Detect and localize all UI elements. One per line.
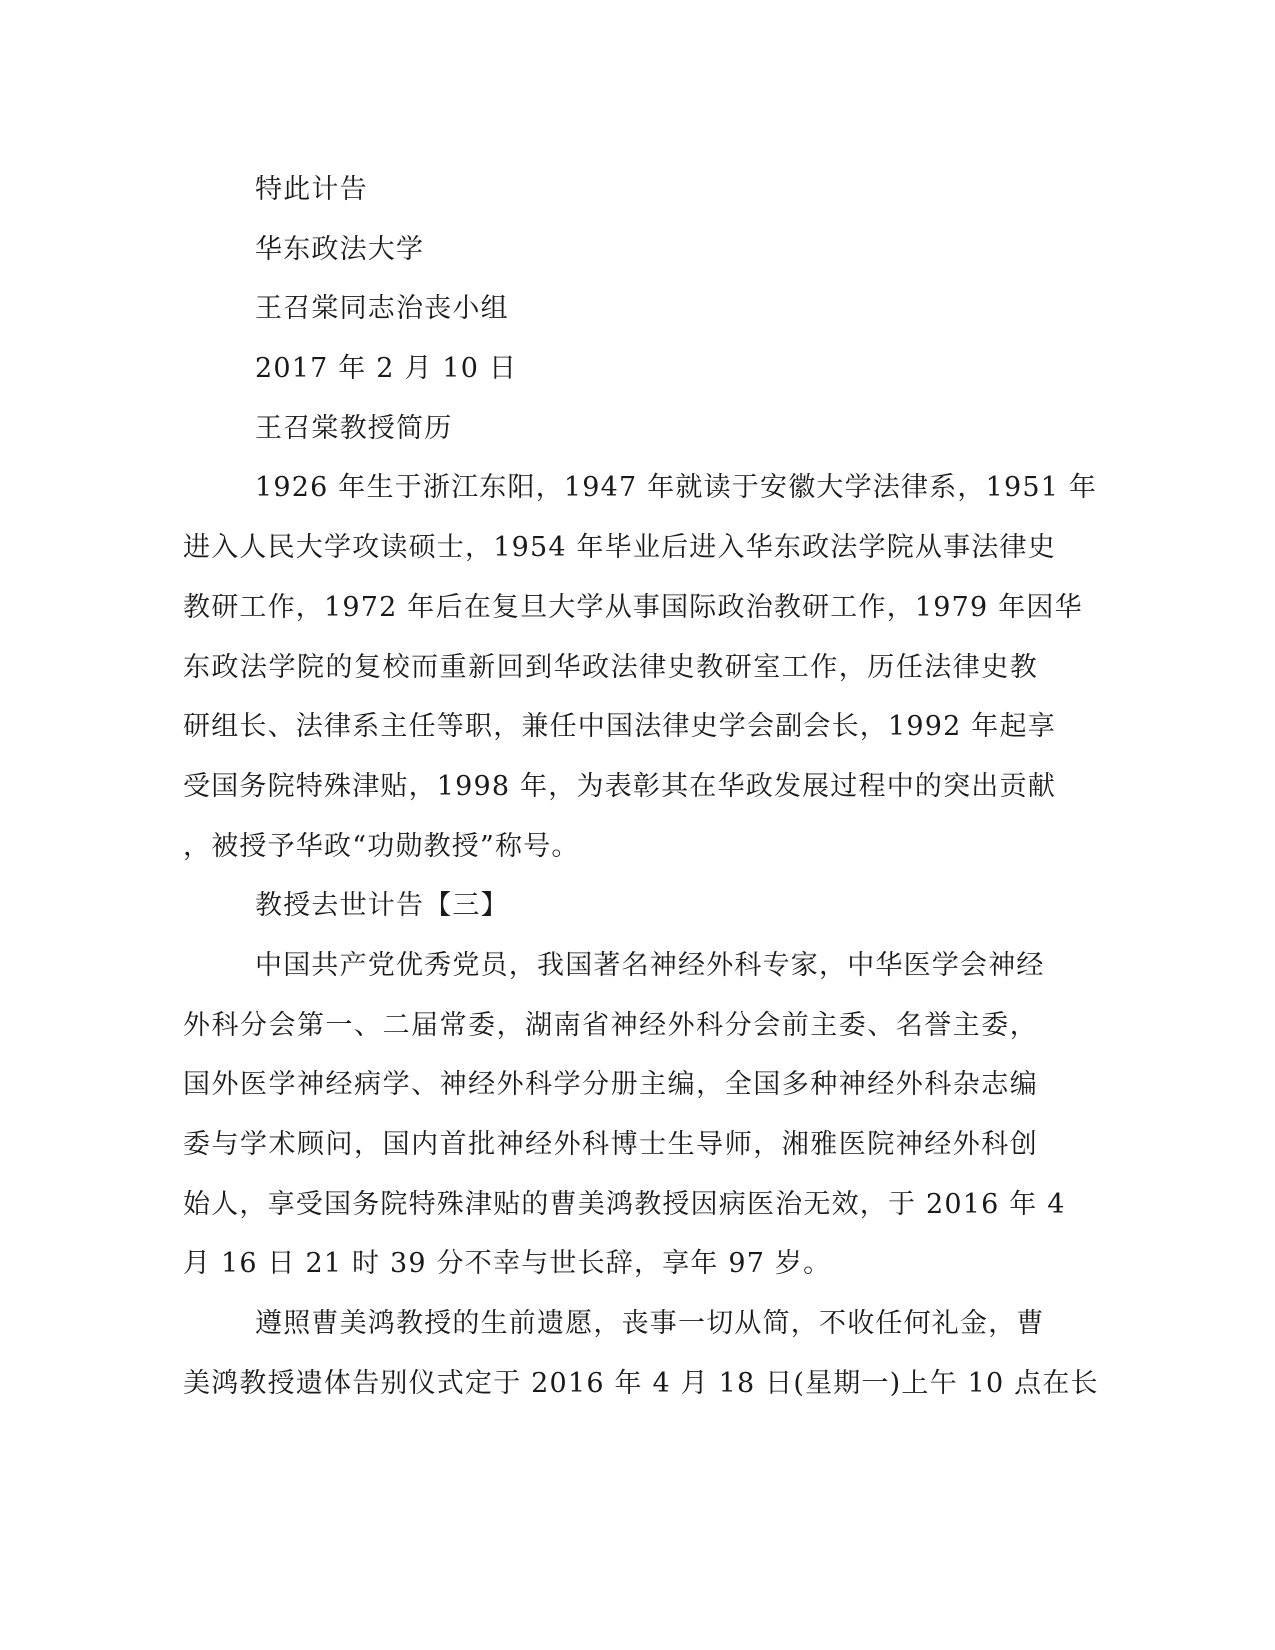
biography-line: 1926 年生于浙江东阳，1947 年就读于安徽大学法律系，1951 年 xyxy=(255,472,1098,504)
biography-line: 进入人民大学攻读硕士，1954 年毕业后进入华东政法学院从事法律史 xyxy=(183,532,1056,564)
biography-line: 受国务院特殊津贴，1998 年，为表彰其在华政发展过程中的突出贡献 xyxy=(183,770,1056,802)
funeral-line: 遵照曹美鸿教授的生前遗愿，丧事一切从简，不收任何礼金，曹 xyxy=(255,1308,1045,1340)
obituary-line: 月 16 日 21 时 39 分不幸与世长辞，享年 97 岁。 xyxy=(183,1248,832,1280)
biography-line: 研组长、法律系主任等职，兼任中国法律史学会副会长，1992 年起享 xyxy=(183,711,1056,743)
biography-line: 东政法学院的复校而重新回到华政法律史教研室工作，历任法律史教 xyxy=(183,651,1038,683)
signatory-university: 华东政法大学 xyxy=(255,233,425,265)
biography-line: 教研工作，1972 年后在复旦大学从事国际政治教研工作，1979 年因华 xyxy=(183,591,1083,623)
biography-heading: 王召棠教授简历 xyxy=(255,412,453,444)
notice-date: 2017 年 2 月 10 日 xyxy=(255,353,518,385)
section-title: 教授去世计告【三】 xyxy=(255,890,509,922)
obituary-line: 国外医学神经病学、神经外科学分册主编，全国多种神经外科杂志编 xyxy=(183,1069,1038,1101)
funeral-line: 美鸿教授遗体告别仪式定于 2016 年 4 月 18 日(星期一)上午 10 点在长 xyxy=(183,1367,1099,1399)
closing-notice: 特此计告 xyxy=(255,174,368,205)
obituary-paragraph xyxy=(183,936,1066,1294)
biography-line: ，被授予华政“功勋教授”称号。 xyxy=(183,830,580,862)
obituary-line: 始人，享受国务院特殊津贴的曹美鸿教授因病医治无效，于 2016 年 4 xyxy=(183,1188,1066,1220)
signatory-committee: 王召棠同志治丧小组 xyxy=(255,293,509,325)
obituary-line: 委与学术顾问，国内首批神经外科博士生导师，湘雅医院神经外科创 xyxy=(183,1129,1038,1160)
obituary-line: 外科分会第一、二届常委，湖南省神经外科分会前主委、名誉主委， xyxy=(183,1009,1038,1041)
obituary-line: 中国共产党优秀党员，我国著名神经外科专家，中华医学会神经 xyxy=(255,949,1045,981)
document-body xyxy=(183,160,1099,1413)
biography-paragraph xyxy=(183,458,1098,876)
funeral-paragraph xyxy=(183,1294,1099,1413)
